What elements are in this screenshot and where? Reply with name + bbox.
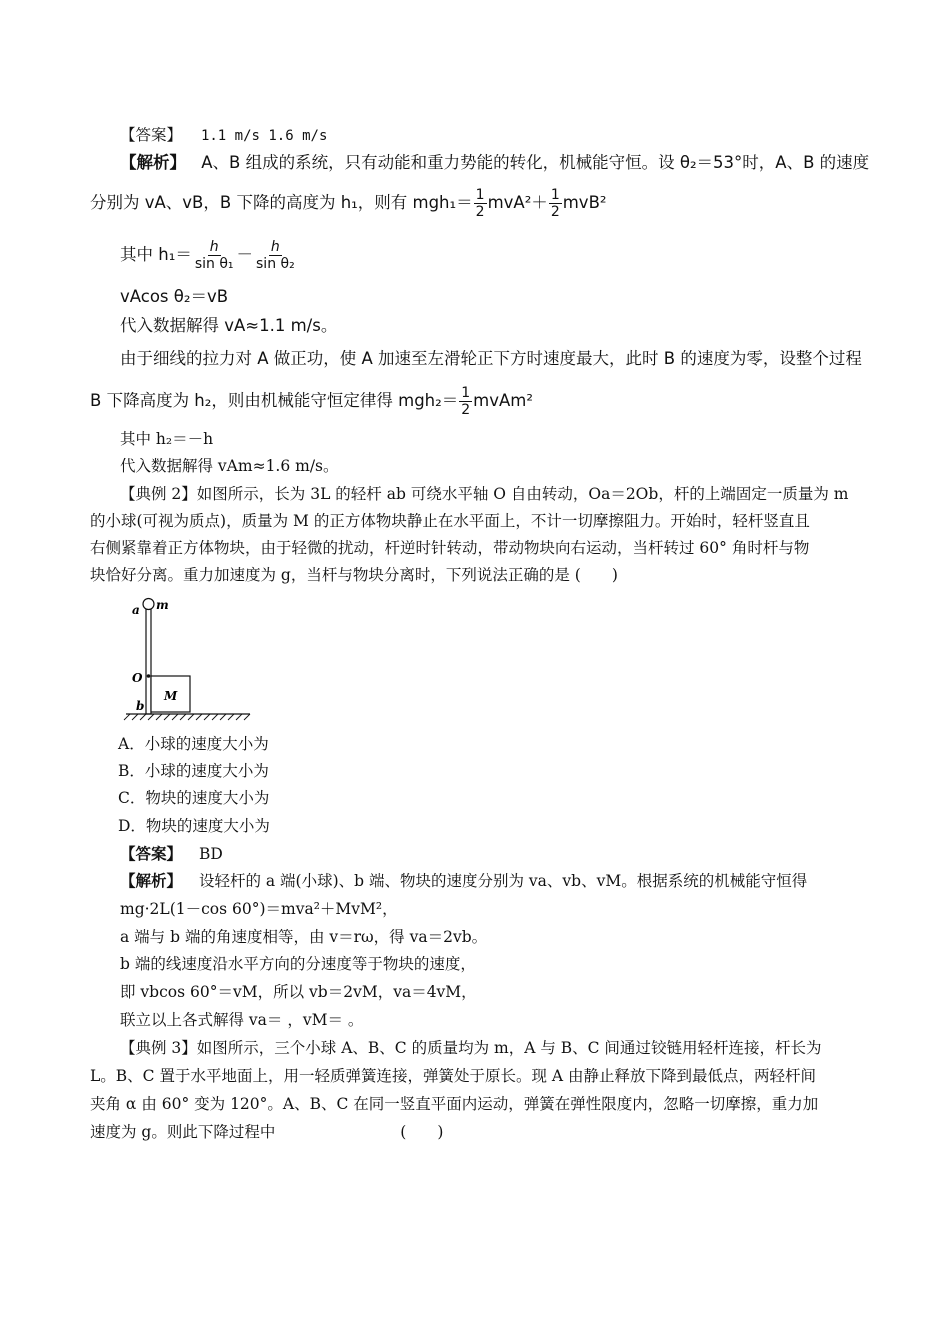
- example-3-text: 速度为 g。则此下降过程中: [90, 1123, 276, 1141]
- answer-label: 【答案】: [120, 126, 183, 144]
- answer-paren: ( ): [400, 1123, 444, 1141]
- substitution-result-1: 代入数据解得 vA≈1.1 m/s。: [120, 316, 338, 335]
- kinetic-term-a: mvA²＋: [487, 193, 548, 212]
- velocity-result-line: 即 vbcos 60°＝vM，所以 vb＝2vM，va＝4vM，: [120, 983, 477, 1001]
- example-2-title: 【典例 2】如图所示，长为 3L 的轻杆 ab 可绕水平轴 O 自由转动，Oa＝2Ob，杆的上端固定一质量为 m: [120, 485, 849, 503]
- analysis-text: A、B 组成的系统，只有动能和重力势能的转化，机械能守恒。设 θ₂＝53°时，A、B 的速度: [201, 153, 870, 172]
- example-3-line-2: L。B、C 置于水平地面上，用一轻质弹簧连接，弹簧处于原长。现 A 由静止释放下降到最低点，两轻杆间: [90, 1067, 817, 1085]
- analysis-line-2: [120, 870, 807, 892]
- where-text: 其中 h₁＝: [120, 245, 192, 264]
- minus-sign: －: [236, 245, 254, 264]
- analysis-label: 【解析】: [120, 871, 183, 890]
- analysis-label: 【解析】: [120, 153, 186, 172]
- energy-conservation-eq: mg·2L(1－cos 60°)＝mva²＋MvM²，: [120, 900, 398, 918]
- example-2-line-2: 的小球(可视为质点)，质量为 M 的正方体物块静止在水平面上，不计一切摩擦阻力。开始时，轻杆竖直且: [90, 512, 810, 530]
- answer-line-2: [120, 843, 223, 865]
- light-rod: [146, 608, 151, 714]
- max-speed-paragraph: 由于细线的拉力对 A 做正功，使 A 加速至左滑轮正下方时速度最大，此时 B 的速度为零，设整个过程: [120, 349, 862, 368]
- rod-block-diagram: [118, 596, 258, 728]
- energy-equation-line: [90, 188, 607, 219]
- conservation-equation-line: [90, 386, 533, 417]
- answer-label: 【答案】: [120, 844, 183, 863]
- label-a: a: [132, 603, 140, 617]
- example-2-line-4: 块恰好分离。重力加速度为 g，当杆与物块分离时，下列说法正确的是 ( ): [90, 566, 618, 584]
- kinetic-term-b: mvB²: [562, 193, 607, 212]
- h-over-sin2: $\frac{h}{\text{sin θ₂}}$: [256, 239, 295, 272]
- label-M: M: [164, 689, 178, 703]
- small-ball: [143, 599, 154, 610]
- velocity-relation: vAcos θ₂＝vB: [120, 287, 229, 306]
- example-3-line-3: 夹角 α 由 60° 变为 120°。A、B、C 在同一竖直平面内运动，弹簧在弹性限度内，忽略一切摩擦，重力加: [90, 1095, 819, 1113]
- answer-line-1: [120, 124, 327, 147]
- angular-velocity-line: a 端与 b 端的角速度相等，由 v＝rω，得 va＝2vb。: [120, 928, 488, 946]
- height-relation-2: 其中 h₂＝－h: [120, 430, 214, 448]
- final-solve-line: 联立以上各式解得 va＝ ，vM＝ 。: [120, 1011, 364, 1029]
- option-d: D．物块的速度大小为: [118, 817, 270, 835]
- label-O: O: [132, 671, 143, 685]
- h-over-sin1: $\frac{h}{\text{sin θ₁}}$: [194, 239, 234, 272]
- equation-text: B 下降高度为 h₂，则由机械能守恒定律得 mgh₂＝: [90, 391, 459, 410]
- option-c: C．物块的速度大小为: [118, 789, 270, 807]
- half-fraction: $\frac{1}{2}$: [475, 187, 485, 220]
- velocity-component-line: b 端的线速度沿水平方向的分速度等于物块的速度，: [120, 955, 476, 973]
- ground-hatching: [124, 714, 250, 720]
- height-formula-line: [120, 240, 298, 271]
- label-b: b: [136, 699, 145, 713]
- answer-value: 1.1 m/s 1.6 m/s: [200, 128, 328, 144]
- example-3-title: 【典例 3】如图所示，三个小球 A、B、C 的质量均为 m，A 与 B、C 间通过铰链用轻杆连接，杆长为: [120, 1039, 822, 1057]
- option-b: B．小球的速度大小为: [118, 762, 269, 780]
- half-fraction: $\frac{1}{2}$: [461, 385, 471, 418]
- kinetic-term: mvAm²: [473, 391, 533, 410]
- substitution-result-2: 代入数据解得 vAm≈1.6 m/s。: [120, 457, 339, 475]
- example-3-line-4: [90, 1121, 443, 1143]
- equation-text: 分别为 vA、vB，B 下降的高度为 h₁，则有 mgh₁＝: [90, 193, 473, 212]
- rod-block-figure: [118, 596, 258, 728]
- pivot-O: [147, 674, 151, 678]
- label-m: m: [156, 598, 169, 612]
- answer-value: BD: [198, 845, 223, 863]
- half-fraction: $\frac{1}{2}$: [550, 187, 560, 220]
- option-a: A．小球的速度大小为: [118, 735, 269, 753]
- analysis-text: 设轻杆的 a 端(小球)、b 端、物块的速度分别为 va、vb、vM。根据系统的机械能守恒得: [198, 872, 808, 890]
- example-2-line-3: 右侧紧靠着正方体物块，由于轻微的扰动，杆逆时针转动，带动物块向右运动，当杆转过 60° 角时杆与物: [90, 539, 810, 557]
- analysis-line-1: [120, 152, 869, 174]
